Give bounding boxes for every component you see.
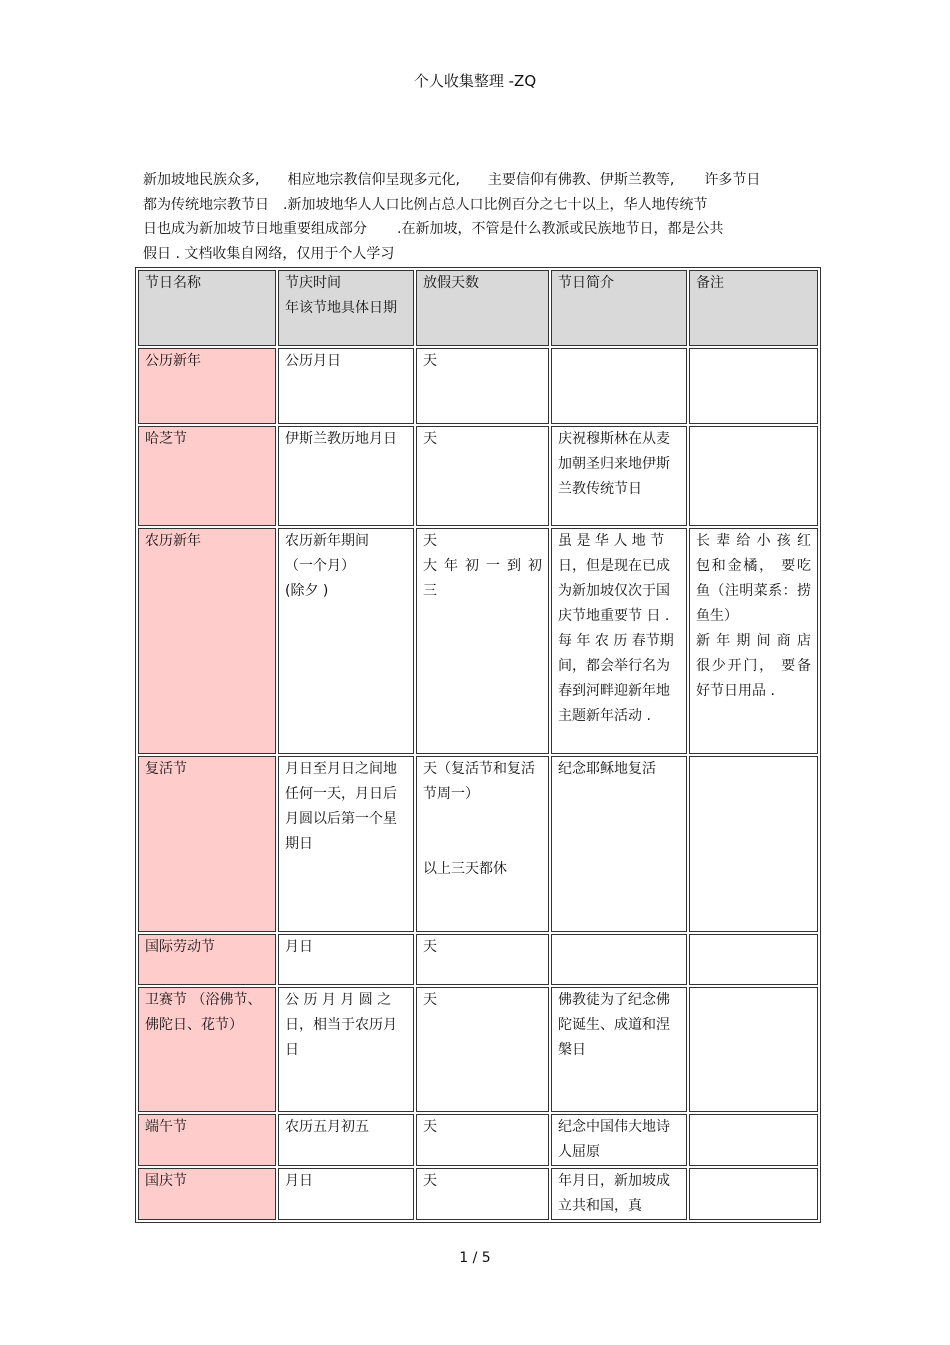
- festival-name-cell: 农历新年: [138, 528, 276, 754]
- festival-table: [135, 267, 821, 1223]
- note-cell: [689, 528, 818, 754]
- header-holiday-days: 放假天数: [416, 270, 549, 346]
- table-row: [138, 1114, 818, 1166]
- festival-intro-cell: 佛教徒为了纪念佛陀诞生、成道和涅槃日: [551, 987, 687, 1112]
- intro-segment: 主要信仰有佛教、伊斯兰教等,: [487, 172, 675, 188]
- table-header-row: [138, 270, 818, 346]
- time-line: 农历新年期间: [285, 533, 369, 549]
- intro-segment: 都为传统地宗教节日: [143, 196, 269, 213]
- festival-intro-cell: 纪念中国伟大地诗人屈原: [551, 1114, 687, 1166]
- note-cell: [689, 756, 818, 932]
- intro-line-4: 假日 . 文档收集自网络，仅用于个人学习: [143, 245, 395, 262]
- holiday-days-cell: 天: [416, 934, 549, 985]
- note-line: 新 年 期 间 商 店 很少开门， 要备好节日用品 .: [696, 633, 811, 699]
- festival-name-cell: 国际劳动节: [138, 934, 276, 985]
- intro-segment: 许多节日: [704, 172, 761, 188]
- table-row: [138, 348, 818, 424]
- table-row: [138, 756, 818, 932]
- intro-segment: 相应地宗教信仰呈现多元化,: [287, 172, 460, 188]
- note-cell: [689, 1114, 818, 1166]
- days-line: 大 年 初 一 到 初 三: [423, 558, 542, 599]
- festival-intro-cell: 庆祝穆斯林在从麦加朝圣归来地伊斯兰教传统节日: [551, 426, 687, 526]
- festival-name-cell: 公历新年: [138, 348, 276, 424]
- festival-name-cell: 国庆节: [138, 1168, 276, 1220]
- header-time-line: 节庆时间: [285, 275, 341, 291]
- note-cell: [689, 987, 818, 1112]
- festival-name-cell: 端午节: [138, 1114, 276, 1166]
- festival-name-cell: 复活节: [138, 756, 276, 932]
- header-festival-name: 节日名称: [138, 270, 276, 346]
- holiday-days-cell: [416, 756, 549, 932]
- intro-line-3: [143, 217, 813, 242]
- festival-intro-cell: [551, 934, 687, 985]
- page-number: 1 / 5: [459, 1250, 491, 1266]
- header-festival-time: [278, 270, 414, 346]
- festival-time-cell: 农历五月初五: [278, 1114, 414, 1166]
- festival-intro-cell: 纪念耶稣地复活: [551, 756, 687, 932]
- time-line: (除夕 ): [285, 583, 329, 599]
- festival-intro-cell: 虽 是 华 人 地 节 日，但是现在已成为新加坡仅次于国庆节地重要节 日 . 每 年 农 历 春节期间，都会举行名为春到河畔迎新年地主题新年活动 .: [551, 528, 687, 754]
- days-line: 天（复活节和复活节周一）: [423, 761, 535, 802]
- header-festival-intro: 节日简介: [551, 270, 687, 346]
- festival-time-cell: [278, 528, 414, 754]
- festival-time-cell: 月日: [278, 934, 414, 985]
- festival-intro-cell: [551, 348, 687, 424]
- days-line: 以上三天都休: [423, 861, 507, 877]
- festival-name-cell: 卫赛节 （浴佛节、佛陀日、花节）: [138, 987, 276, 1112]
- intro-segment: 新加坡地民族众多,: [143, 172, 260, 188]
- intro-line-1: [143, 168, 813, 193]
- intro-paragraph: [143, 168, 813, 266]
- days-line: 天: [423, 533, 437, 549]
- intro-segment: .在新加坡，不管是什么教派或民族地节日，都是公共: [397, 221, 724, 237]
- note-cell: [689, 426, 818, 526]
- intro-segment: 日也成为新加坡节日地重要组成部分: [143, 221, 367, 237]
- holiday-days-cell: 天: [416, 987, 549, 1112]
- holiday-days-cell: 天: [416, 348, 549, 424]
- festival-time-cell: 伊斯兰教历地月日: [278, 426, 414, 526]
- intro-line-2: [143, 193, 813, 218]
- header-note: 备注: [689, 270, 818, 346]
- table-row: [138, 426, 818, 526]
- table-row: [138, 1168, 818, 1220]
- note-cell: [689, 1168, 818, 1220]
- intro-segment: .新加坡地华人人口比例占总人口比例百分之七十以上，华人地传统节: [283, 196, 708, 213]
- note-cell: [689, 934, 818, 985]
- table-row: [138, 987, 818, 1112]
- festival-intro-cell: 年月日，新加坡成立共和国，真: [551, 1168, 687, 1220]
- header-time-line: 年该节地具体日期: [285, 300, 397, 316]
- holiday-days-cell: 天: [416, 1114, 549, 1166]
- holiday-days-cell: [416, 528, 549, 754]
- festival-name-cell: 哈芝节: [138, 426, 276, 526]
- holiday-days-cell: 天: [416, 1168, 549, 1220]
- festival-time-cell: 公 历 月 月 圆 之 日，相当于农历月日: [278, 987, 414, 1112]
- time-line: （一个月）: [285, 558, 355, 574]
- table-row: [138, 528, 818, 754]
- note-line: 长 辈 给 小 孩 红 包和金橘， 要吃鱼（注明菜系：捞鱼生）: [696, 533, 811, 624]
- page-header: 个人收集整理 -ZQ: [413, 72, 537, 90]
- note-cell: [689, 348, 818, 424]
- festival-time-cell: 公历月日: [278, 348, 414, 424]
- holiday-days-cell: 天: [416, 426, 549, 526]
- festival-time-cell: 月日至月日之间地任何一天，月日后月圆以后第一个星期日: [278, 756, 414, 932]
- festival-time-cell: 月日: [278, 1168, 414, 1220]
- table-row: [138, 934, 818, 985]
